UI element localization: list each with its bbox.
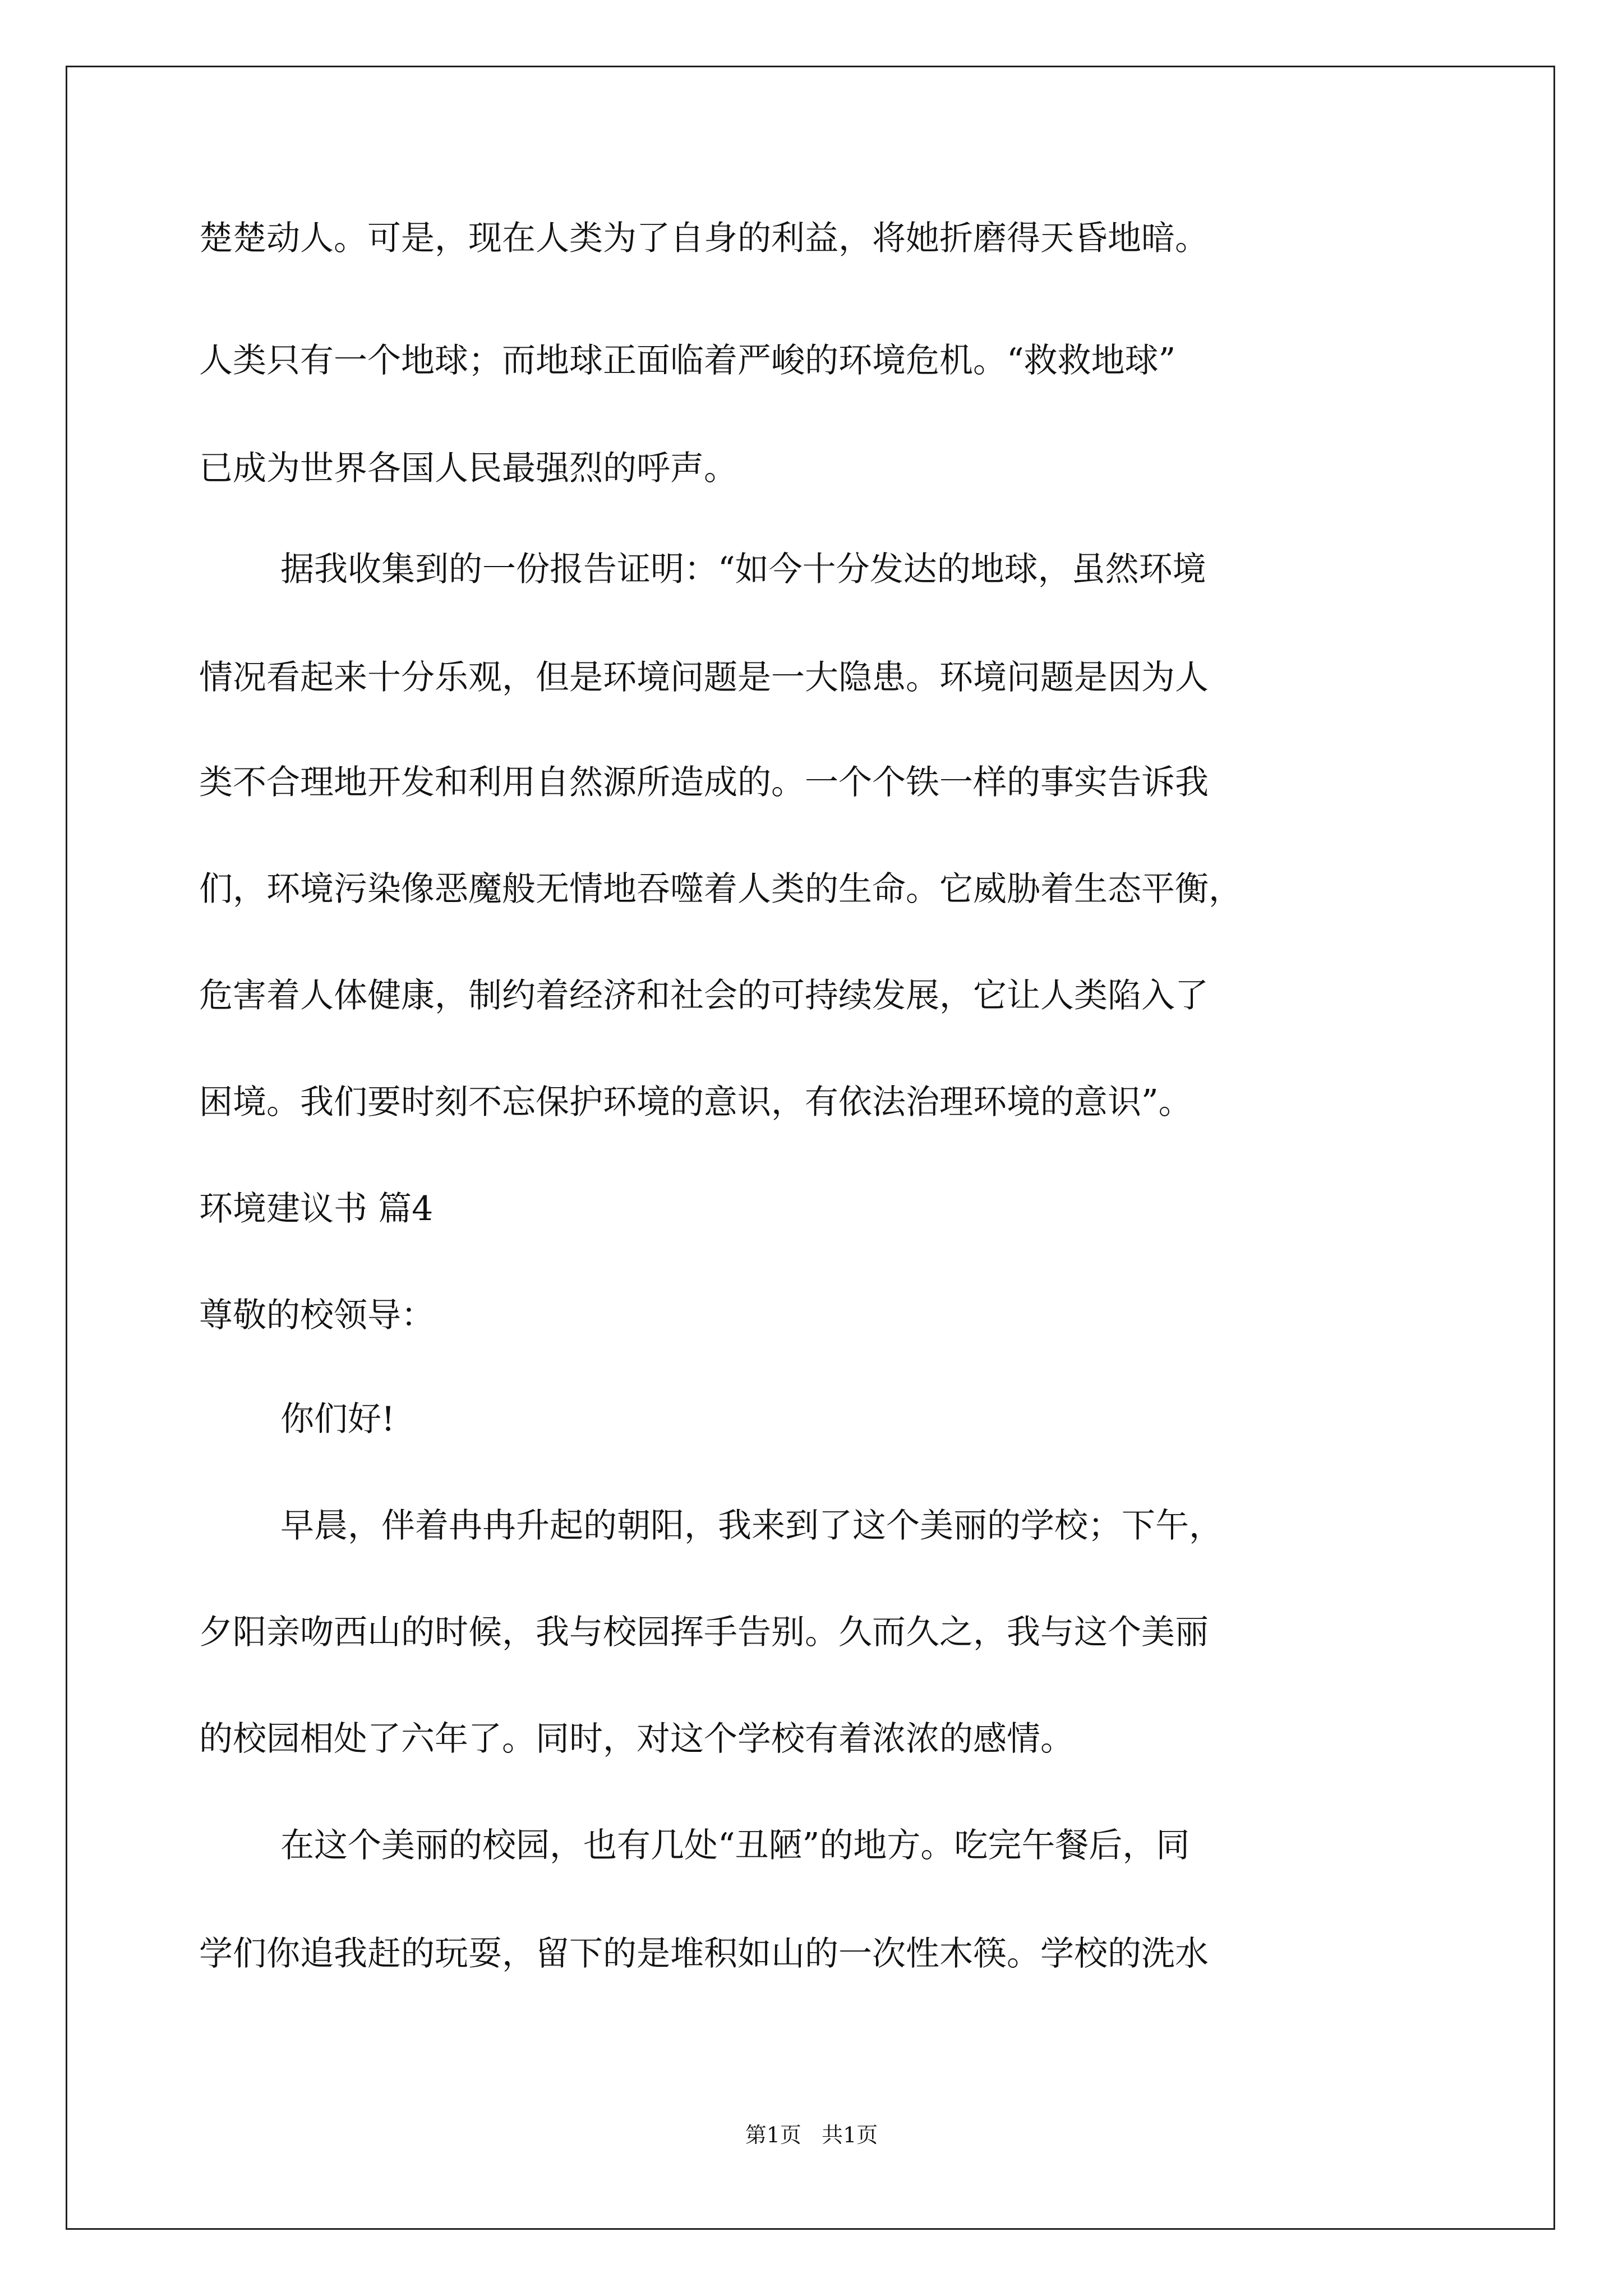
text-line: 类不合理地开发和利用自然源所造成的。一个个铁一样的事实告诉我 bbox=[199, 763, 1209, 802]
text-line: 已成为世界各国人民最强烈的呼声。 bbox=[199, 449, 737, 488]
paragraph-start: 早晨，伴着冉冉升起的朝阳，我来到了这个美丽的学校；下午， bbox=[280, 1506, 1223, 1545]
page-border bbox=[66, 66, 1555, 2230]
text-line: 楚楚动人。可是，现在人类为了自身的利益，将她折磨得天昏地暗。 bbox=[199, 219, 1209, 258]
paragraph-start: 在这个美丽的校园，也有几处“丑陋”的地方。吃完午餐后，同 bbox=[280, 1826, 1190, 1865]
page-number-footer: 第1页 共1页 bbox=[745, 2123, 878, 2147]
paragraph-start: 据我收集到的一份报告证明：“如今十分发达的地球，虽然环境 bbox=[280, 550, 1206, 589]
text-line: 的校园相处了六年了。同时，对这个学校有着浓浓的感情。 bbox=[199, 1719, 1074, 1759]
text-line: 情况看起来十分乐观，但是环境问题是一大隐患。环境问题是因为人 bbox=[199, 658, 1209, 697]
section-heading: 环境建议书 篇4 bbox=[199, 1189, 434, 1228]
text-line: 危害着人体健康，制约着经济和社会的可持续发展，它让人类陷入了 bbox=[199, 976, 1209, 1015]
text-line: 困境。我们要时刻不忘保护环境的意识，有依法治理环境的意识”。 bbox=[199, 1083, 1192, 1122]
text-line: 们，环境污染像恶魔般无情地吞噬着人类的生命。它威胁着生态平衡， bbox=[199, 869, 1242, 909]
text-line: 夕阳亲吻西山的时候，我与校园挥手告别。久而久之，我与这个美丽 bbox=[199, 1613, 1209, 1652]
salutation: 尊敬的校领导： bbox=[199, 1296, 435, 1335]
text-line: 学们你追我赶的玩耍，留下的是堆积如山的一次性木筷。学校的洗水 bbox=[199, 1934, 1209, 1973]
text-line: 人类只有一个地球；而地球正面临着严峻的环境危机。“救救地球” bbox=[199, 341, 1176, 380]
greeting: 你们好! bbox=[280, 1400, 395, 1439]
